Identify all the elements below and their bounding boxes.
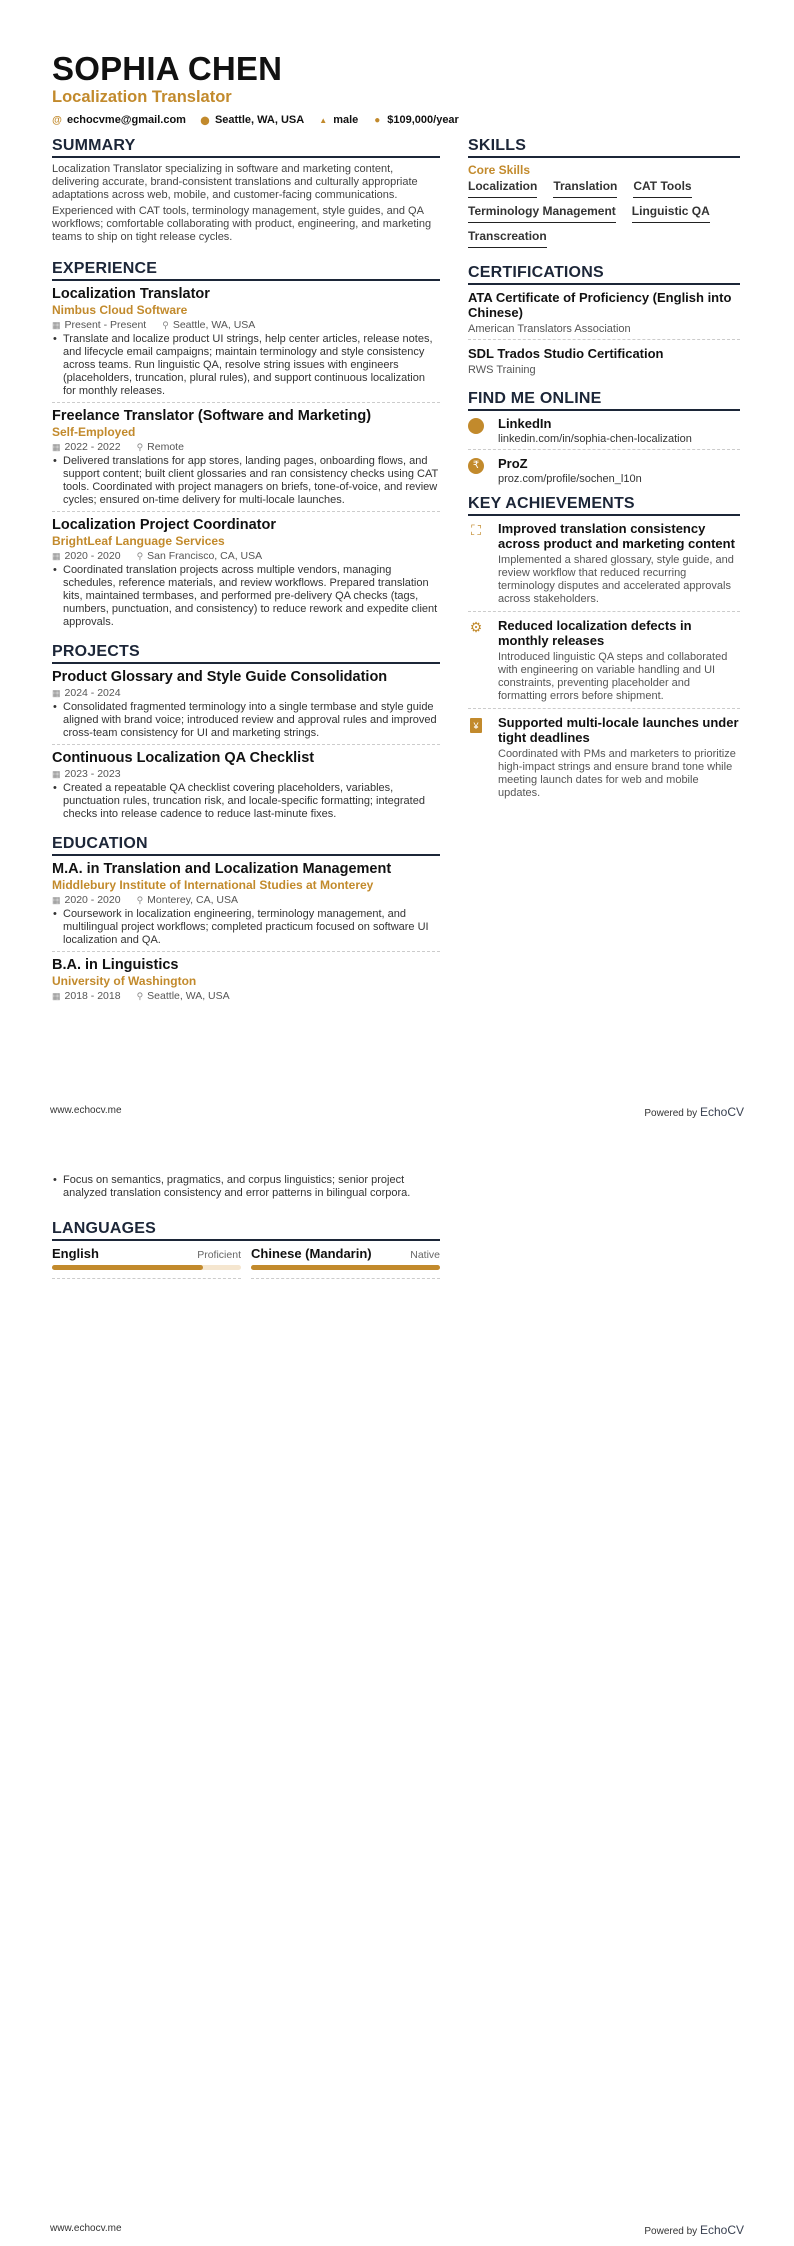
achievement-title: Supported multi-locale launches under tight deadlines (498, 715, 739, 745)
salary-icon: ● (374, 114, 381, 126)
proficiency-bar-fill (251, 1265, 440, 1270)
job-role: Localization Translator (52, 286, 210, 303)
online-link[interactable]: linkedin.com/in/sophia-chen-localization (498, 433, 692, 445)
project-meta (52, 687, 440, 700)
experience-entry (52, 517, 440, 633)
summary-section (52, 137, 440, 244)
focus-target-icon: ⛶ (471, 522, 481, 538)
education-entry (52, 861, 440, 952)
education-bullet: • Focus on semantics, pragmatics, and corpus linguistics; senior project analyzed translation consistency and error patterns in bilingual corpora. (52, 1174, 440, 1200)
online-profile-linkedin[interactable] (468, 416, 740, 450)
job-location: Remote (147, 441, 184, 454)
location-pin-icon: ⚲ (136, 442, 144, 453)
language-level: Native (410, 1249, 440, 1261)
certification-name: ATA Certificate of Proficiency (English into Chinese) (468, 290, 732, 320)
education-dates: 2020 - 2020 (64, 894, 121, 907)
gender-text: male (333, 114, 359, 126)
projects-section (52, 643, 440, 825)
achievement-title: Reduced localization defects in monthly releases (498, 618, 692, 648)
candidate-title: Localization Translator (52, 88, 232, 106)
location-pin-icon: ⚲ (136, 991, 144, 1002)
job-company: Nimbus Cloud Software (52, 303, 188, 318)
contact-bar (52, 114, 459, 126)
language-level: Proficient (197, 1249, 241, 1261)
online-link[interactable]: proz.com/profile/sochen_l10n (498, 473, 642, 485)
calendar-icon: ▦ (52, 895, 61, 906)
projects-heading: PROJECTS (52, 643, 440, 664)
skills-heading: SKILLS (468, 137, 740, 158)
project-name: Continuous Localization QA Checklist (52, 750, 315, 767)
experience-heading: EXPERIENCE (52, 260, 440, 281)
achievement-desc: Coordinated with PMs and marketers to prioritize high-impact strings and ensure brand tone while meeting launch dates for web and mobile updates. (498, 748, 736, 799)
location-pin-icon: ⚲ (162, 320, 169, 331)
job-dates: 2022 - 2022 (64, 441, 121, 454)
skill-tag: Localization (468, 179, 537, 198)
at-icon: @ (52, 114, 62, 126)
powered-by-text: Powered by (644, 2226, 698, 2237)
degree: B.A. in Linguistics (52, 957, 179, 974)
rupee-icon: ₹ (468, 458, 484, 474)
location-pin-icon: ⬤ (200, 115, 210, 125)
job-role: Freelance Translator (Software and Marketing) (52, 408, 372, 425)
language-name: Chinese (Mandarin) (251, 1246, 372, 1261)
achievements-heading: KEY ACHIEVEMENTS (468, 495, 740, 516)
experience-entry (52, 408, 440, 512)
footer-powered (644, 1105, 744, 1119)
job-dates: 2020 - 2020 (64, 550, 121, 563)
skill-tag: Translation (553, 179, 617, 198)
online-heading: FIND ME ONLINE (468, 390, 740, 411)
left-column-continued (52, 1173, 440, 1279)
certification-issuer: American Translators Association (468, 323, 631, 335)
project-dates: 2023 - 2023 (64, 768, 121, 781)
gear-icon: ⚙ (469, 619, 483, 635)
proficiency-bar-fill (52, 1265, 203, 1270)
achievements-section (468, 495, 740, 805)
job-meta (52, 550, 440, 563)
page-footer (50, 2223, 744, 2237)
project-entry (52, 750, 440, 825)
job-company: Self-Employed (52, 425, 136, 440)
contact-email[interactable] (52, 114, 186, 126)
footer-url[interactable]: www.echocv.me (50, 2223, 122, 2234)
job-company: BrightLeaf Language Services (52, 534, 225, 549)
skill-tag: CAT Tools (633, 179, 691, 198)
certification-name: SDL Trados Studio Certification (468, 346, 664, 361)
summary-heading: SUMMARY (52, 137, 440, 158)
page-footer (50, 1105, 744, 1119)
job-meta (52, 319, 440, 332)
project-bullet: • Consolidated fragmented terminology into a single termbase and style guide aligned with brand voice; introduced review and approval rules and improved cross-team consistency for UI and marketing strings. (52, 701, 440, 740)
resume-page-2 (0, 1123, 794, 2246)
language-entry (52, 1246, 241, 1279)
proficiency-bar (52, 1265, 241, 1270)
skills-section (468, 137, 740, 254)
education-location: Monterey, CA, USA (147, 894, 239, 907)
location-pin-icon: ⚲ (136, 895, 144, 906)
summary-paragraph: Localization Translator specializing in software and marketing content, delivering accurate, brand-consistent translations and culturally appropriate adaptations across web, mobile, and customer-facing communications. (52, 163, 418, 202)
project-dates: 2024 - 2024 (64, 687, 121, 700)
skill-tag: Transcreation (468, 229, 547, 248)
resume-header (52, 52, 459, 126)
skills-list (468, 179, 740, 254)
yen-glyph: ¥ (470, 718, 482, 733)
achievement-entry (468, 618, 740, 709)
proficiency-bar (251, 1265, 440, 1270)
language-name: English (52, 1246, 99, 1261)
online-label: LinkedIn (498, 416, 552, 431)
education-meta (52, 894, 440, 907)
project-bullet: • Created a repeatable QA checklist covering placeholders, variables, punctuation rules, truncation risk, and locale-specific formatting; integrated checks into release cadence to reduce last-minute fixes. (52, 782, 440, 821)
powered-by-text: Powered by (644, 1108, 698, 1119)
job-location: San Francisco, CA, USA (147, 550, 263, 563)
education-location: Seattle, WA, USA (147, 990, 230, 1003)
achievement-desc: Implemented a shared glossary, style guide, and review workflow that reduced recurring terminology disputes and accelerated approvals across stakeholders. (498, 554, 734, 605)
experience-entry (52, 286, 440, 403)
education-heading: EDUCATION (52, 835, 440, 856)
experience-section (52, 260, 440, 633)
job-role: Localization Project Coordinator (52, 517, 276, 534)
chat-bubble-icon (468, 418, 484, 434)
right-column (468, 137, 740, 811)
online-label: ProZ (498, 456, 528, 471)
project-name: Product Glossary and Style Guide Consolidation (52, 669, 388, 686)
project-entry (52, 669, 440, 745)
footer-url[interactable]: www.echocv.me (50, 1105, 122, 1116)
languages-list (52, 1246, 440, 1279)
calendar-icon: ▦ (52, 688, 61, 699)
location-pin-icon: ⚲ (136, 551, 144, 562)
achievement-entry (468, 715, 740, 805)
location-text: Seattle, WA, USA (214, 114, 305, 126)
calendar-icon: ▦ (52, 769, 61, 780)
footer-powered (644, 2223, 744, 2237)
school: University of Washington (52, 974, 197, 989)
certification-entry (468, 290, 740, 340)
certifications-heading: CERTIFICATIONS (468, 264, 740, 285)
job-meta (52, 441, 440, 454)
calendar-icon: ▦ (52, 442, 61, 453)
languages-section (52, 1220, 440, 1279)
skill-tag: Terminology Management (468, 204, 616, 223)
footer-brand[interactable]: EchoCV (699, 1105, 744, 1119)
achievement-entry (468, 521, 740, 612)
certification-entry (468, 346, 740, 380)
contact-gender (318, 114, 358, 126)
language-entry (251, 1246, 440, 1279)
online-section (468, 390, 740, 489)
salary-text: $109,000/year (387, 114, 459, 126)
project-meta (52, 768, 440, 781)
job-dates: Present - Present (64, 319, 147, 332)
education-dates: 2018 - 2018 (64, 990, 121, 1003)
person-icon: ▲ (319, 115, 328, 125)
contact-salary (372, 114, 459, 126)
summary-paragraph: Experienced with CAT tools, terminology management, style guides, and QA workflows; comfortable collaborating with product, engineering, and marketing teams to ship on tight release cycles. (52, 204, 432, 244)
degree: M.A. in Translation and Localization Management (52, 861, 392, 878)
school: Middlebury Institute of International Studies at Monterey (52, 878, 374, 893)
achievement-desc: Introduced linguistic QA steps and collaborated with engineering on variable handling and UI constraints, preventing placeholder and formatting errors before shipment. (498, 651, 728, 702)
email-text: echocvme@gmail.com (67, 114, 186, 126)
invoice-yen-icon (468, 716, 484, 800)
skill-tag: Linguistic QA (632, 204, 710, 223)
education-entry (52, 957, 440, 1007)
job-location: Seattle, WA, USA (172, 319, 256, 332)
education-section (52, 835, 440, 1007)
education-bullet: • Coursework in localization engineering, terminology management, and multilingual project workflows; completed practicum focused on software UI localization and QA. (52, 908, 440, 947)
certification-issuer: RWS Training (468, 364, 536, 376)
job-bullet: • Coordinated translation projects across multiple vendors, managing schedules, reference materials, and review workflows. Prepared translation kits, maintained termbases, and performed pre-delivery QA checks (tags, numbers, punctuation, and consistency) to reduce rework and expedite client approvals. (52, 564, 440, 629)
calendar-icon: ▦ (52, 551, 61, 562)
footer-brand[interactable]: EchoCV (699, 2223, 744, 2237)
achievement-title: Improved translation consistency across product and marketing content (498, 521, 735, 551)
left-column (52, 137, 440, 1012)
calendar-icon: ▦ (52, 320, 61, 331)
job-bullet: • Translate and localize product UI strings, help center articles, release notes, and lifecycle email campaigns; maintain terminology and style consistency across teams. Run linguistic QA, resolve string issues with engineers (placeholders, truncation, plural rules), and support continuous localization for monthly releases. (52, 333, 440, 398)
education-meta (52, 990, 440, 1003)
languages-heading: LANGUAGES (52, 1220, 440, 1241)
certifications-section (468, 264, 740, 380)
contact-location (200, 114, 304, 126)
calendar-icon: ▦ (52, 991, 61, 1002)
skill-group-label: Core Skills (468, 163, 531, 177)
online-profile-proz[interactable] (468, 456, 740, 489)
candidate-name: SOPHIA CHEN (52, 50, 283, 87)
job-bullet: • Delivered translations for app stores, landing pages, onboarding flows, and support content; built client glossaries and ran consistency checks using CAT tools. Coordinated with project managers on briefs, tone-of-voice, and review cycles; ensured on-time delivery for multi-locale launches. (52, 455, 440, 507)
